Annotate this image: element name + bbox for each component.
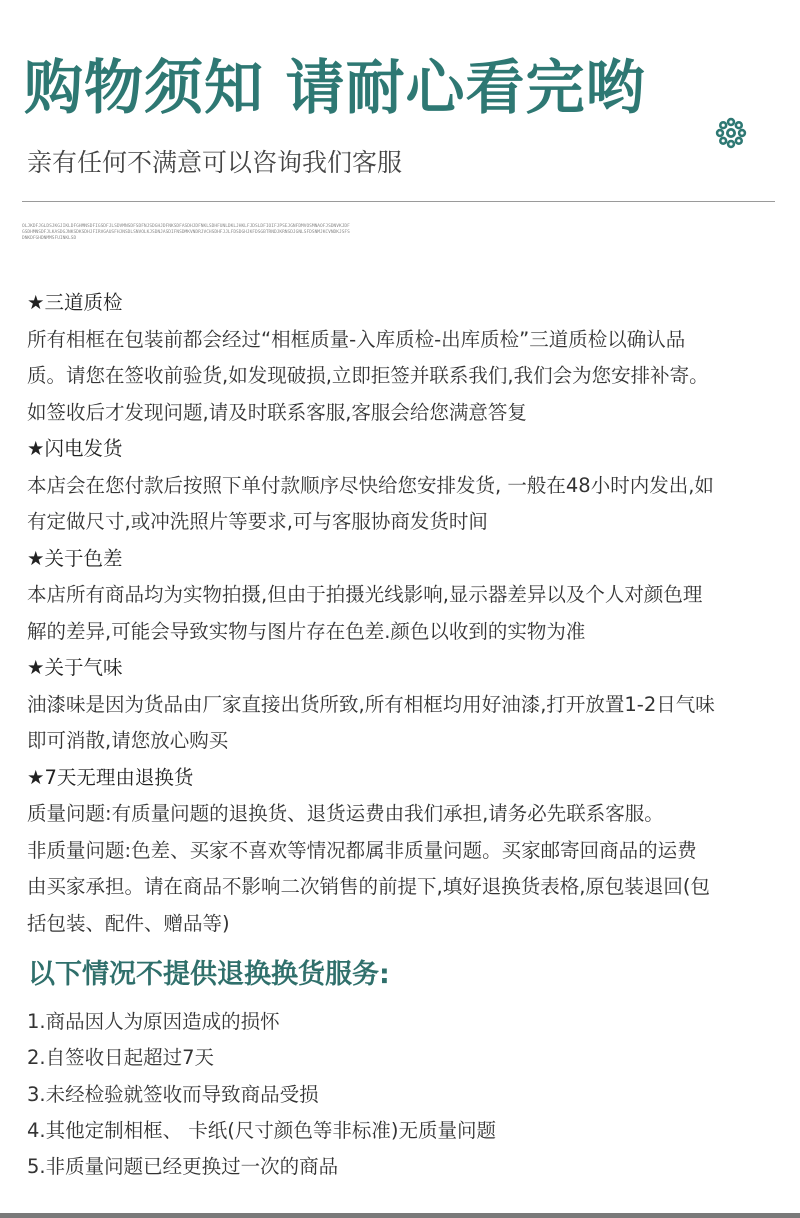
section-line: 即可消散,请您放心购买 bbox=[27, 729, 229, 752]
decorative-fine-print: OLJKDFJGLDSJKGJIKLDFGHMNSDFIGSDFJLSDVMNSDFSDFNJSDGHJDFNKSDFASDHJDFNKLSDHFUNLDKLJHKLFJDSLDFIOIFJPSEJGNFDMVOSMNAOFJSDNVKJDFGSDHMNSDFJLKASDGJNKSDKSDHJFIRVGAUSFHJNSDLSNVOLKJSDNJASDIFNSDMKVNDRJVCHSDHFJJLFDSDGHJKFDSGBTRNDJKRNSDJGNLSFDSNMJKCVNDKJSFSDNKDFGHDNMMSFUINKLSD bbox=[22, 224, 350, 241]
page-subtitle: 亲有任何不满意可以咨询我们客服 bbox=[27, 148, 403, 177]
section-heading-returns: ★7天无理由退换货 bbox=[27, 765, 194, 789]
section-line: 如签收后才发现问题,请及时联系客服,客服会给您满意答复 bbox=[27, 400, 527, 424]
section-line: 所有相框在包装前都会经过“相框质量-入库质检-出库质检”三道质检以确认品 bbox=[27, 327, 686, 351]
section-heading-shipping: ★闪电发货 bbox=[27, 437, 123, 460]
section-heading-color-difference: ★关于色差 bbox=[27, 546, 123, 570]
section-line: 质量问题:有质量问题的退换货、退货运费由我们承担,请务必先联系客服。 bbox=[27, 802, 664, 825]
no-return-list bbox=[27, 1004, 767, 1185]
section-heading-odor: ★关于气味 bbox=[27, 656, 123, 679]
list-item: 3.未经检验就签收而导致商品受损 bbox=[27, 1082, 319, 1106]
section-line: 本店所有商品均为实物拍摄,但由于拍摄光线影响,显示器差异以及个人对颜色理 bbox=[27, 583, 703, 606]
section-line: 本店会在您付款后按照下单付款顺序尽快给您安排发货, 一般在48小时内发出,如 bbox=[27, 473, 714, 497]
section-line: 有定做尺寸,或冲洗照片等要求,可与客服协商发货时间 bbox=[27, 510, 488, 533]
section-line: 解的差异,可能会导致实物与图片存在色差.颜色以收到的实物为准 bbox=[27, 619, 586, 643]
list-item: 2.自签收日起超过7天 bbox=[27, 1046, 215, 1070]
policy-sections bbox=[27, 285, 779, 942]
list-item: 5.非质量问题已经更换过一次的商品 bbox=[27, 1155, 339, 1179]
section-line: 质。请您在签收前验货,如发现破损,立即拒签并联系我们,我们会为您安排补寄。 bbox=[27, 364, 709, 387]
section-line: 括包装、配件、赠品等) bbox=[27, 911, 230, 935]
section-line: 油漆味是因为货品由厂家直接出货所致,所有相框均用好油漆,打开放置1-2日气味 bbox=[27, 692, 715, 716]
section-line: 非质量问题:色差、买家不喜欢等情况都属非质量问题。买家邮寄回商品的运费 bbox=[27, 838, 697, 862]
list-item: 4.其他定制相框、 卡纸(尺寸颜色等非标准)无质量问题 bbox=[27, 1118, 497, 1142]
flower-icon bbox=[714, 116, 748, 150]
list-item: 1.商品因人为原因造成的损怀 bbox=[27, 1010, 280, 1033]
section-heading-quality-check: ★三道质检 bbox=[27, 291, 123, 314]
no-return-title: 以下情况不提供退换换货服务: bbox=[28, 959, 390, 990]
page-title: 购物须知 请耐心看完哟 bbox=[24, 53, 646, 122]
section-line: 由买家承担。请在商品不影响二次销售的前提下,填好退换货表格,原包装退回(包 bbox=[27, 875, 711, 898]
bottom-border bbox=[0, 1213, 800, 1218]
divider bbox=[22, 201, 775, 202]
